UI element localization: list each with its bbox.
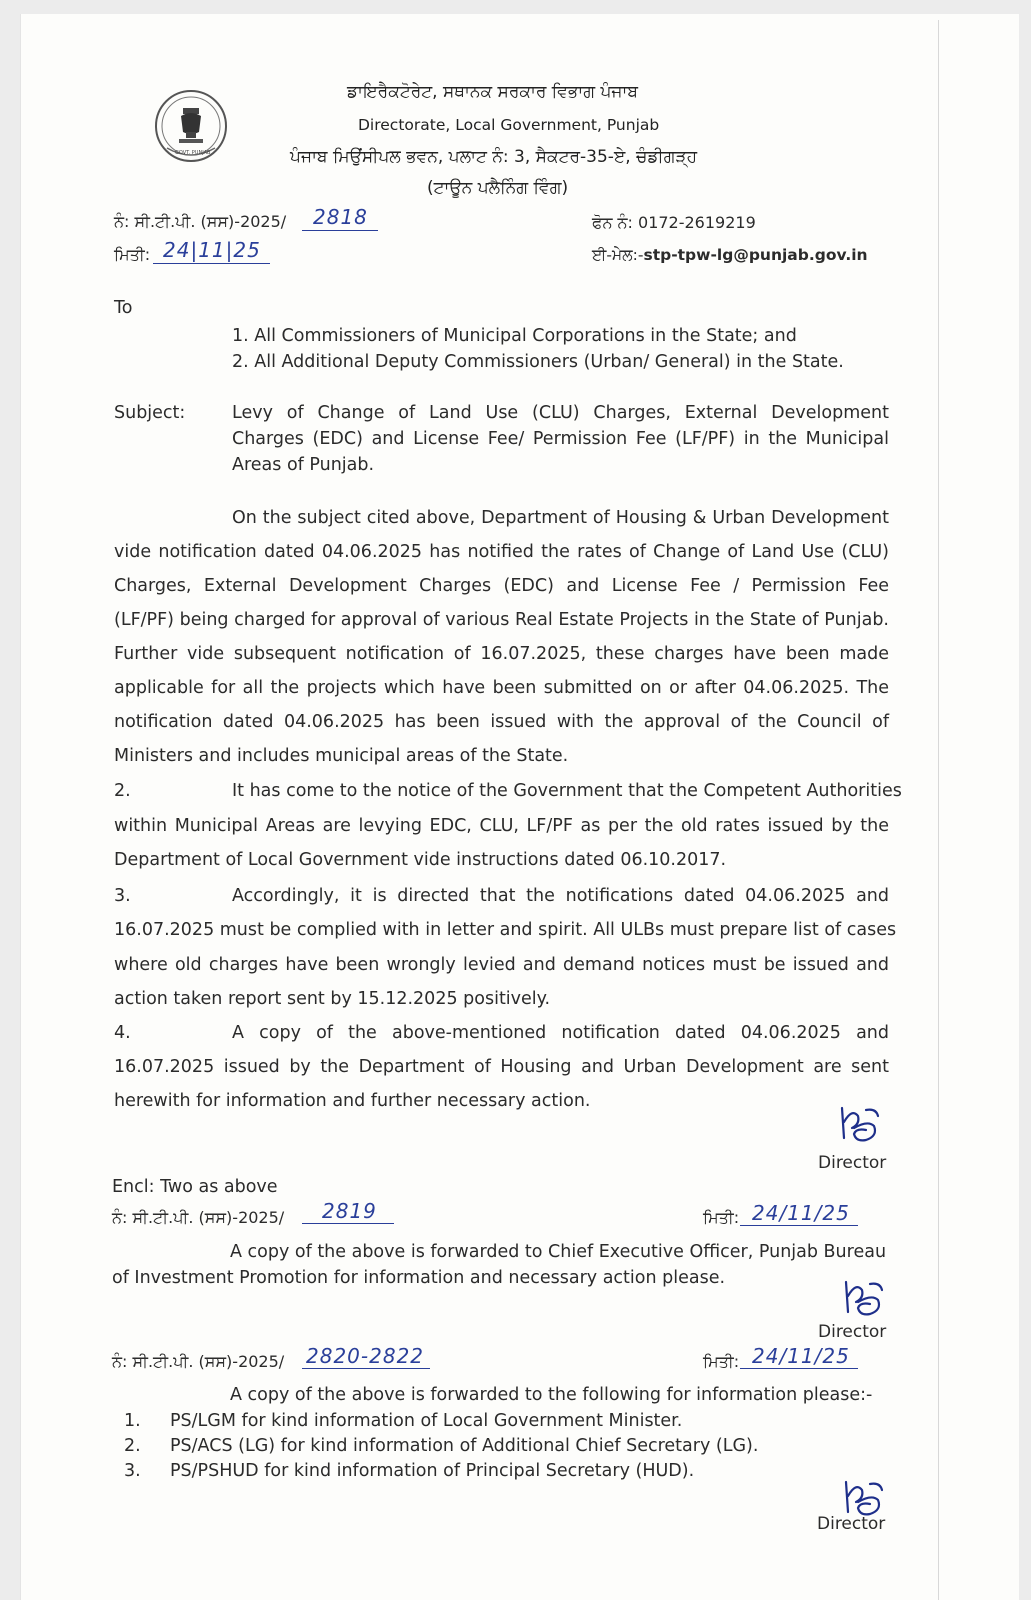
- director-designation: Director: [818, 1322, 887, 1342]
- director-designation: Director: [818, 1153, 887, 1173]
- phone-number: ਫੋਨ ਨੰ: 0172-2619219: [592, 213, 756, 232]
- english-title: Directorate, Local Government, Punjab: [358, 116, 660, 134]
- list-item: PS/LGM for kind information of Local Government Minister.: [170, 1411, 683, 1431]
- address-line: ਪੰਜਾਬ ਮਿਉਂਸੀਪਲ ਭਵਨ, ਪਲਾਟ ਨੰ: 3, ਸੈਕਟਰ-35-ਏ, ਚੰਡੀਗੜ੍ਹ: [290, 147, 698, 167]
- email-address: stp-tpw-lg@punjab.gov.in: [643, 246, 868, 264]
- para3-line: 16.07.2025 must be complied with in letter and spirit. All ULBs must prepare list of cases: [114, 920, 897, 940]
- subject-line: Levy of Change of Land Use (CLU) Charges, External Development: [232, 403, 889, 423]
- endorsement2-number-underline: [302, 1368, 430, 1369]
- endorsement1-number-prefix: ਨੰ: ਸੀ.ਟੀ.ਪੀ. (ਸਸ)-2025/: [112, 1208, 285, 1227]
- director-signature-icon: [840, 1476, 886, 1518]
- endorsement2-number-prefix: ਨੰ: ਸੀ.ਟੀ.ਪੀ. (ਸਸ)-2025/: [112, 1352, 285, 1371]
- para3-line: action taken report sent by 15.12.2025 positively.: [114, 989, 551, 1009]
- list-item-number: 1.: [124, 1411, 141, 1431]
- endorsement1-number-handwritten: 2819: [322, 1199, 377, 1223]
- emblem-text: GOVT. PUNJAB: [175, 150, 211, 156]
- para4-number: 4.: [114, 1023, 131, 1043]
- para3-number: 3.: [114, 886, 131, 906]
- para2-number: 2.: [114, 781, 131, 801]
- list-item: PS/ACS (LG) for kind information of Additional Chief Secretary (LG).: [170, 1436, 759, 1456]
- para1-line: Further vide subsequent notification of 16.07.2025, these charges have been made: [114, 644, 889, 664]
- date-handwritten: 24|11|25: [163, 238, 261, 262]
- para1-line: Ministers and includes municipal areas of the State.: [114, 746, 569, 766]
- para4-line: 16.07.2025 issued by the Department of Housing and Urban Development are sent: [114, 1057, 889, 1077]
- date-underline: [153, 263, 270, 264]
- endorsement2-date-label: ਮਿਤੀ:: [703, 1352, 740, 1371]
- para2-line: Department of Local Government vide instructions dated 06.10.2017.: [114, 850, 727, 870]
- endorsement1-number-underline: [302, 1223, 394, 1224]
- recipient-item: 1. All Commissioners of Municipal Corporations in the State; and: [232, 326, 797, 346]
- list-item-number: 2.: [124, 1436, 141, 1456]
- para1-line: applicable for all the projects which have been submitted on or after 04.06.2025. The: [114, 678, 889, 698]
- para3-line: where old charges have been wrongly levied and demand notices must be issued and: [114, 955, 889, 975]
- director-designation: Director: [817, 1514, 886, 1534]
- wing-line: (ਟਾਊਨ ਪਲੈਨਿੰਗ ਵਿੰਗ): [427, 178, 569, 198]
- endorsement1-line: A copy of the above is forwarded to Chief Executive Officer, Punjab Bureau: [230, 1242, 887, 1262]
- endorsement1-date-handwritten: 24/11/25: [752, 1201, 850, 1225]
- endorsement1-date-underline: [740, 1225, 858, 1226]
- list-item: PS/PSHUD for kind information of Principal Secretary (HUD).: [170, 1461, 695, 1481]
- list-item-number: 3.: [124, 1461, 141, 1481]
- endorsement1-line: of Investment Promotion for information and necessary action please.: [112, 1268, 726, 1288]
- para1-line: notification dated 04.06.2025 has been issued with the approval of the Council of: [114, 712, 889, 732]
- ref-number-handwritten: 2818: [313, 205, 368, 229]
- para1-line: Charges, External Development Charges (EDC) and License Fee / Permission Fee: [114, 576, 889, 596]
- endorsement1-date-label: ਮਿਤੀ:: [703, 1208, 740, 1227]
- para2-line: It has come to the notice of the Government that the Competent Authorities: [232, 781, 902, 801]
- director-signature-icon: [836, 1102, 882, 1144]
- ref-number-prefix: ਨੰ: ਸੀ.ਟੀ.ਪੀ. (ਸਸ)-2025/: [114, 212, 287, 231]
- subject-label: Subject:: [114, 403, 186, 423]
- page-edge-shadow: [938, 20, 939, 1600]
- endorsement2-date-handwritten: 24/11/25: [752, 1344, 850, 1368]
- subject-line: Charges (EDC) and License Fee/ Permission Fee (LF/PF) in the Municipal: [232, 429, 889, 449]
- enclosure-note: Encl: Two as above: [112, 1177, 278, 1197]
- email-line: [592, 246, 868, 265]
- para4-line: herewith for information and further necessary action.: [114, 1091, 591, 1111]
- endorsement2-date-underline: [740, 1368, 858, 1369]
- endorsement2-intro: A copy of the above is forwarded to the following for information please:-: [230, 1385, 873, 1405]
- para3-line: Accordingly, it is directed that the notifications dated 04.06.2025 and: [232, 886, 889, 906]
- para1-line: (LF/PF) being charged for approval of various Real Estate Projects in the State of Punjab.: [114, 610, 889, 630]
- para2-line: within Municipal Areas are levying EDC, CLU, LF/PF as per the old rates issued by the: [114, 816, 889, 836]
- punjabi-title: ਡਾਇਰੈਕਟੋਰੇਟ, ਸਥਾਨਕ ਸਰਕਾਰ ਵਿਭਾਗ ਪੰਜਾਬ: [347, 82, 638, 102]
- endorsement2-number-handwritten: 2820-2822: [306, 1344, 425, 1368]
- para4-line: A copy of the above-mentioned notification dated 04.06.2025 and: [232, 1023, 889, 1043]
- punjab-emblem-icon: [153, 88, 229, 168]
- para1-line: On the subject cited above, Department of Housing & Urban Development: [232, 508, 889, 528]
- para1-line: vide notification dated 04.06.2025 has notified the rates of Change of Land Use (CLU): [114, 542, 889, 562]
- email-label: ਈ-ਮੇਲ:-: [592, 246, 644, 264]
- director-signature-icon: [840, 1276, 886, 1318]
- ref-number-underline: [302, 230, 378, 231]
- recipient-item: 2. All Additional Deputy Commissioners (Urban/ General) in the State.: [232, 352, 844, 372]
- subject-line: Areas of Punjab.: [232, 455, 375, 475]
- date-label: ਮਿਤੀ:: [114, 245, 151, 264]
- to-label: To: [114, 298, 133, 318]
